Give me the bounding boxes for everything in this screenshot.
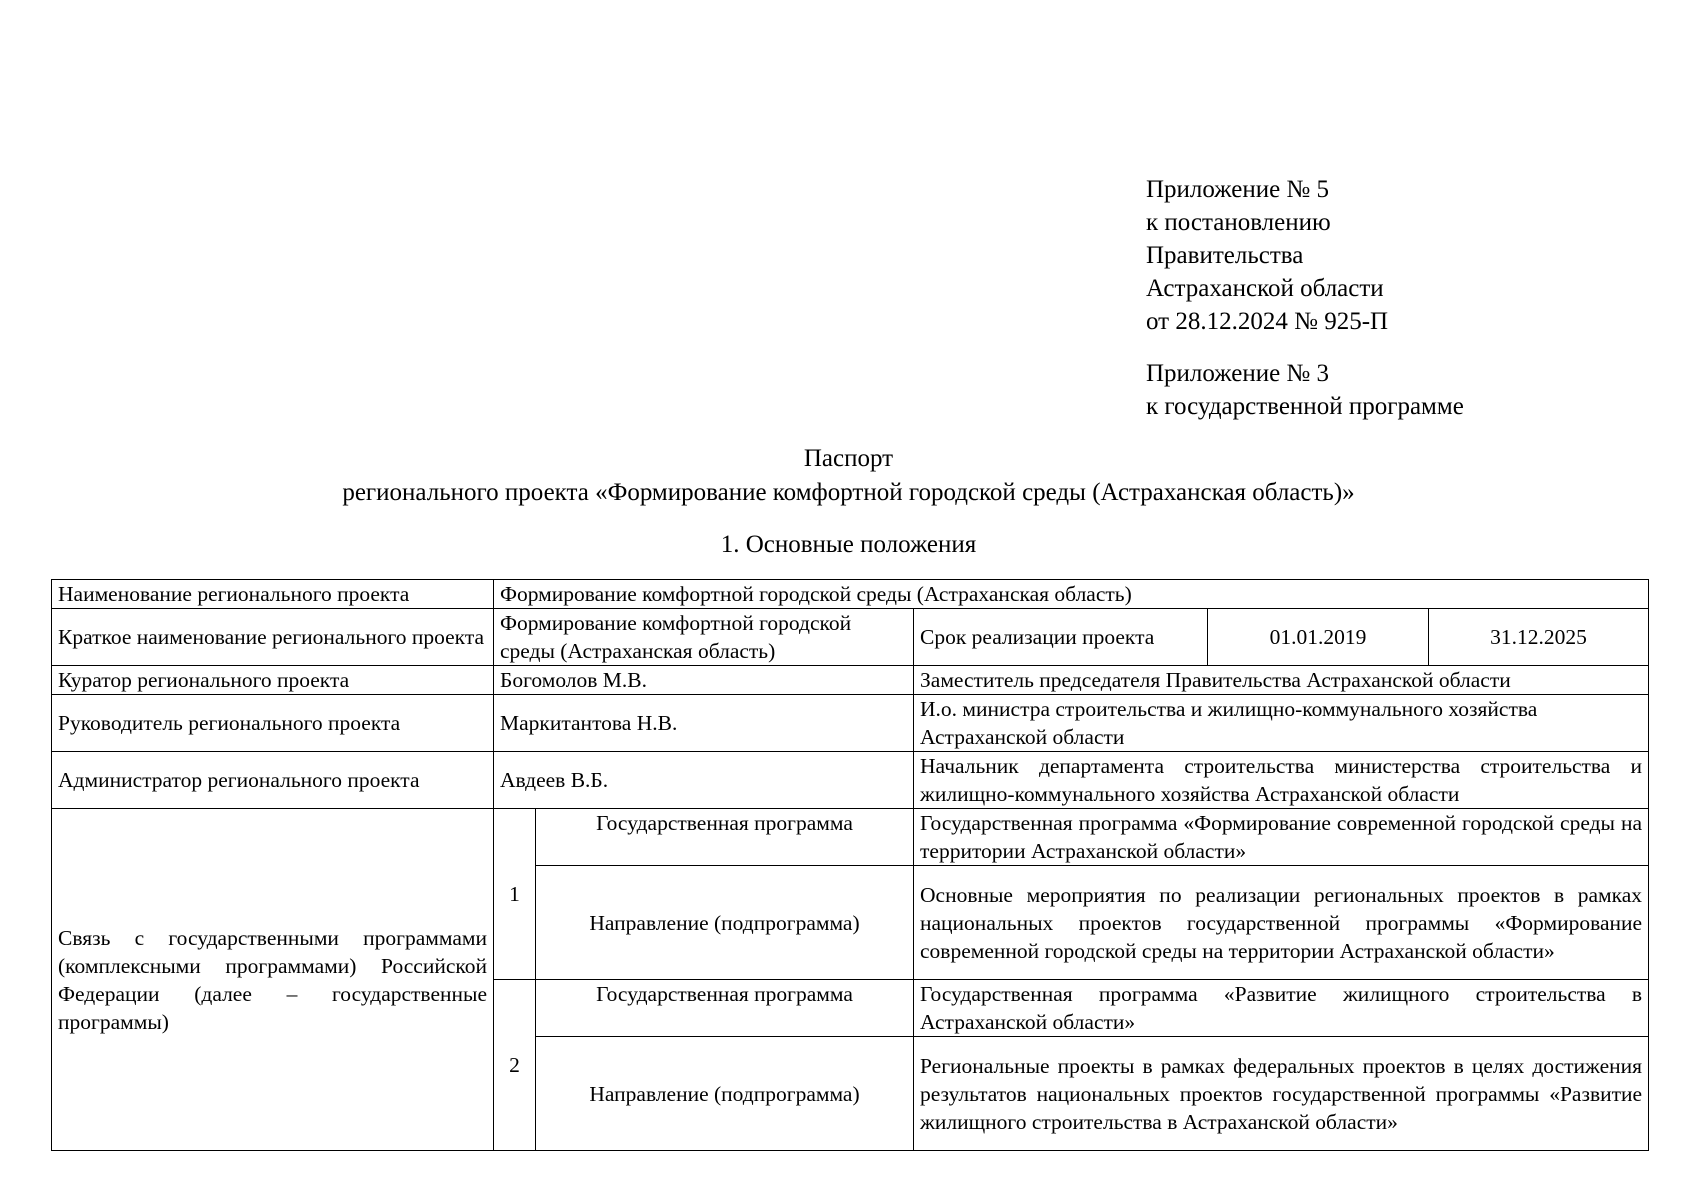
table-row <box>52 809 1649 866</box>
program-number: 2 <box>494 980 536 1151</box>
row-label-name: Наименование регионального проекта <box>52 580 494 609</box>
curator-name: Богомолов М.В. <box>494 666 914 695</box>
appendix-program-block <box>1146 357 1464 423</box>
table-row <box>52 609 1649 666</box>
appendix-main-line: к постановлению <box>1146 209 1331 236</box>
appendix-program-line: Приложение № 3 <box>1146 360 1330 387</box>
appendix-main-line: Приложение № 5 <box>1146 176 1330 203</box>
program-type-label: Государственная программа <box>536 980 914 1037</box>
program-number: 1 <box>494 809 536 980</box>
admin-position: Начальник департамента строительства министерства строительства и жилищно-коммунального хозяйства Астраханской области <box>914 752 1649 809</box>
row-label-leader: Руководитель регионального проекта <box>52 695 494 752</box>
passport-table <box>51 579 1649 1151</box>
program-value: Государственная программа «Развитие жилищного строительства в Астраханской области» <box>914 980 1649 1037</box>
appendix-main-line: от 28.12.2024 № 925-П <box>1146 308 1389 335</box>
table-row <box>52 752 1649 809</box>
program-value: Государственная программа «Формирование современной городской среды на территории Астраханской области» <box>914 809 1649 866</box>
direction-type-label: Направление (подпрограмма) <box>536 1037 914 1151</box>
period-start-date: 01.01.2019 <box>1208 609 1429 666</box>
curator-position: Заместитель председателя Правительства Астраханской области <box>914 666 1649 695</box>
direction-value: Основные мероприятия по реализации региональных проектов в рамках национальных проектов государственной программы «Формирование современной городской среды на территории Астраханской области» <box>914 866 1649 980</box>
document-title <box>0 442 1697 510</box>
project-short-name-value: Формирование комфортной городской среды (Астраханская область) <box>494 609 914 666</box>
leader-position: И.о. министра строительства и жилищно-коммунального хозяйства Астраханской области <box>914 695 1649 752</box>
section-heading: 1. Основные положения <box>720 531 977 558</box>
appendix-main-line: Астраханской области <box>1146 275 1384 302</box>
leader-name: Маркитантова Н.В. <box>494 695 914 752</box>
period-end-date: 31.12.2025 <box>1429 609 1649 666</box>
program-type-label: Государственная программа <box>536 809 914 866</box>
table-row <box>52 666 1649 695</box>
appendix-program-line: к государственной программе <box>1146 393 1464 420</box>
admin-name: Авдеев В.Б. <box>494 752 914 809</box>
programs-link-label: Связь с государственными программами (комплексными программами) Российской Федерации (далее – государственные программы) <box>52 809 494 1151</box>
row-label-admin: Администратор регионального проекта <box>52 752 494 809</box>
row-label-curator: Куратор регионального проекта <box>52 666 494 695</box>
direction-type-label: Направление (подпрограмма) <box>536 866 914 980</box>
appendix-main-line: Правительства <box>1146 242 1304 269</box>
project-name-value: Формирование комфортной городской среды (Астраханская область) <box>494 580 1649 609</box>
appendix-main-block <box>1146 173 1388 338</box>
document-title-line: Паспорт <box>803 445 894 472</box>
direction-value: Региональные проекты в рамках федеральных проектов в целях достижения результатов национальных проектов государственной программы «Развитие жилищного строительства в Астраханской области» <box>914 1037 1649 1151</box>
table-row <box>52 695 1649 752</box>
table-row <box>52 580 1649 609</box>
row-label-short-name: Краткое наименование регионального проекта <box>52 609 494 666</box>
period-label: Срок реализации проекта <box>914 609 1208 666</box>
document-title-line: регионального проекта «Формирование комфортной городской среды (Астраханская область)» <box>342 479 1355 506</box>
